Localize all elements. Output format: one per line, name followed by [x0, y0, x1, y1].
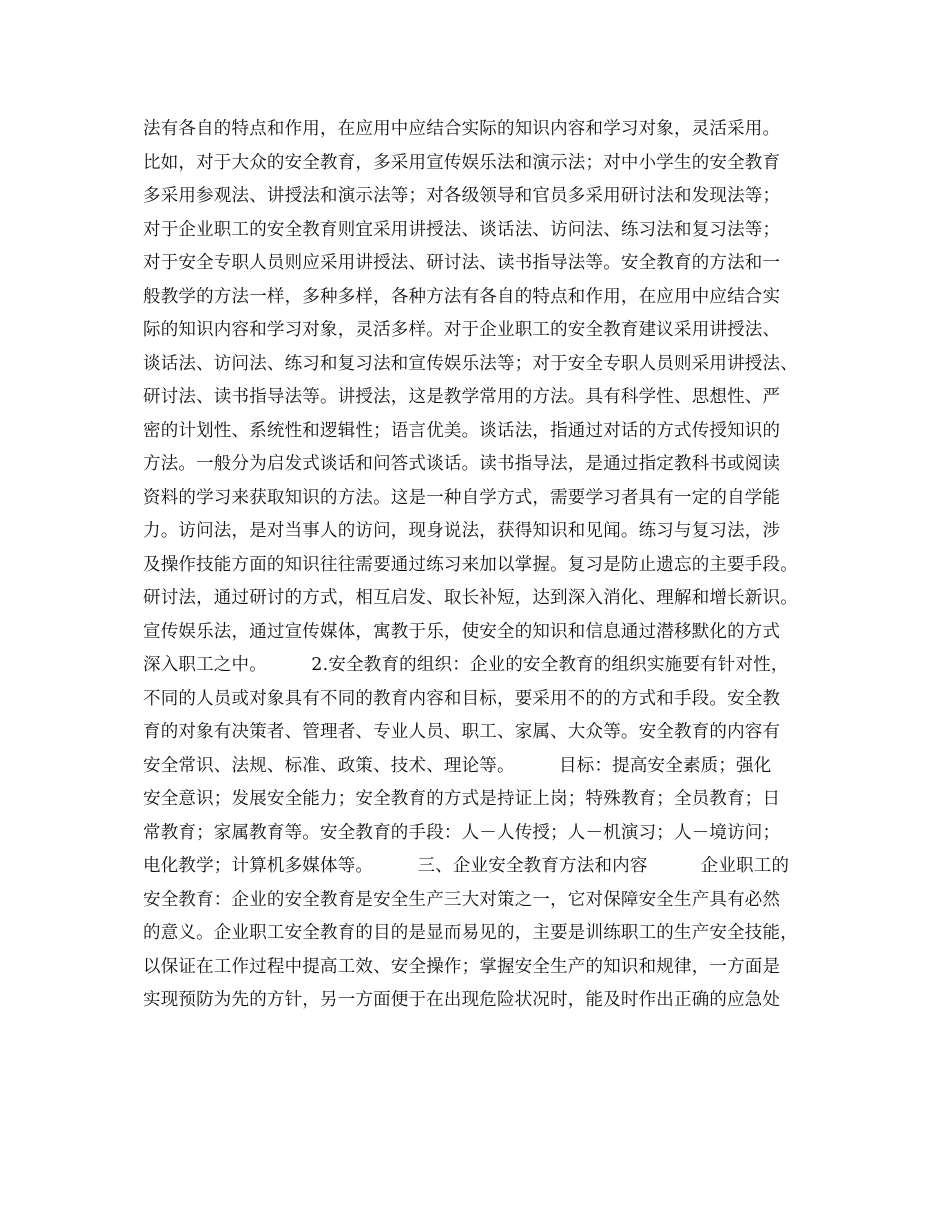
text-line: 谈话法、访问法、练习和复习法和宣传娱乐法等；对于安全专职人员则采用讲授法、 — [143, 353, 798, 374]
text-line: 的意义。企业职工安全教育的目的是显而易见的，主要是训练职工的生产安全技能， — [143, 923, 798, 943]
text-line: 比如，对于大众的安全教育，多采用宣传娱乐法和演示法；对中小学生的安全教育 — [143, 152, 781, 173]
text-line: 研讨法、读书指导法等。讲授法，这是教学常用的方法。具有科学性、思想性、严 — [143, 387, 781, 407]
text-line: 资料的学习来获取知识的方法。这是一种自学方式，需要学习者具有一定的自学能 — [143, 487, 781, 508]
text-line: 力。访问法，是对当事人的访问，现身说法，获得知识和见闻。练习与复习法，涉 — [143, 521, 781, 541]
document-body-text — [143, 113, 813, 1018]
text-line: 密的计划性、系统性和逻辑性；语言优美。谈话法，指通过对话的方式传授知识的 — [143, 420, 781, 441]
text-line: 多采用参观法、讲授法和演示法等；对各级领导和官员多采用研讨法和发现法等； — [143, 186, 781, 206]
text-line: 以保证在工作过程中提高工效、安全操作；掌握安全生产的知识和规律，一方面是 — [143, 956, 781, 977]
text-line: 宣传娱乐法，通过宣传媒体，寓教于乐，使安全的知识和信息通过潜移默化的方式 — [143, 621, 781, 642]
text-line: 安全意识；发展安全能力；安全教育的方式是持证上岗；特殊教育；全员教育；日 — [143, 789, 781, 809]
text-line: 安全教育：企业的安全教育是安全生产三大对策之一，它对保障安全生产具有必然 — [143, 889, 781, 910]
text-line: 安全常识、法规、标准、政策、技术、理论等。 目标：提高安全素质；强化 — [143, 755, 772, 776]
text-line: 研讨法，通过研讨的方式，相互启发、取长补短，达到深入消化、理解和增长新识。 — [143, 588, 798, 608]
text-line: 方法。一般分为启发式谈话和问答式谈话。读书指导法，是通过指定教科书或阅读 — [143, 454, 781, 474]
text-line: 对于安全专职人员则应采用讲授法、研讨法、读书指导法等。安全教育的方法和一 — [143, 253, 781, 273]
text-line: 常教育；家属教育等。安全教育的手段：人－人传授；人－机演习；人－境访问； — [143, 822, 781, 843]
text-line: 际的知识内容和学习对象，灵活多样。对于企业职工的安全教育建议采用讲授法、 — [143, 320, 781, 340]
text-line: 电化教学；计算机多媒体等。 三、企业安全教育方法和内容 企业职工的 — [143, 856, 790, 876]
text-line: 对于企业职工的安全教育则宜采用讲授法、谈话法、访问法、练习法和复习法等； — [143, 219, 781, 240]
text-line: 实现预防为先的方针，另一方面便于在出现危险状况时，能及时作出正确的应急处 — [143, 990, 781, 1010]
text-line: 不同的人员或对象具有不同的教育内容和目标，要采用不的的方式和手段。安全教 — [143, 688, 781, 709]
text-line: 深入职工之中。 2.安全教育的组织：企业的安全教育的组织实施要有针对性， — [143, 655, 789, 675]
text-line: 及操作技能方面的知识往往需要通过练习来加以掌握。复习是防止遗忘的主要手段。 — [143, 554, 798, 575]
text-line: 育的对象有决策者、管理者、专业人员、职工、家属、大众等。安全教育的内容有 — [143, 722, 781, 742]
text-line: 法有各自的特点和作用，在应用中应结合实际的知识内容和学习对象，灵活采用。 — [143, 119, 781, 139]
text-line: 般教学的方法一样，多种多样，各种方法有各自的特点和作用，在应用中应结合实 — [143, 286, 781, 307]
